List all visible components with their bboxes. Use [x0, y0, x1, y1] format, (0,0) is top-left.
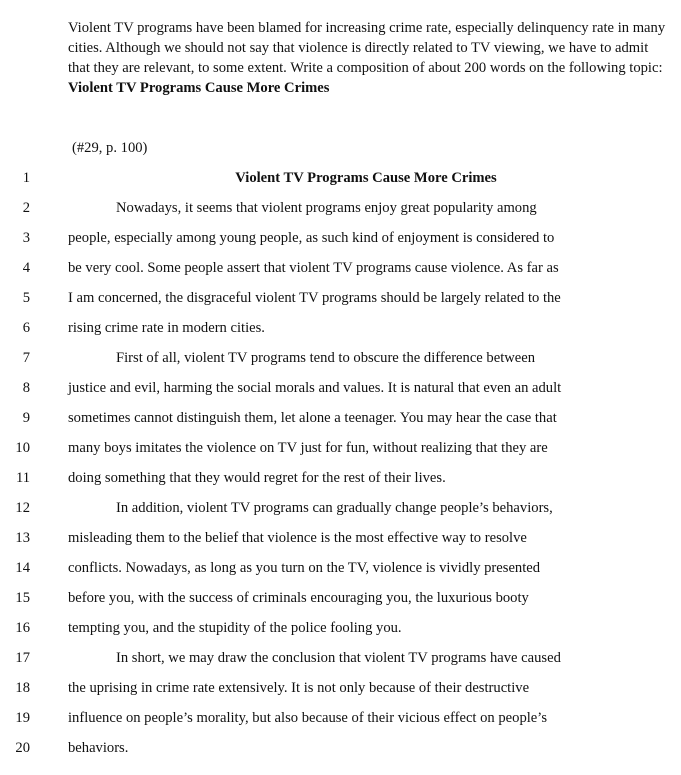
line-number: 1	[22, 170, 30, 186]
line-text: I am concerned, the disgraceful violent TV programs should be largely related to the	[68, 290, 561, 306]
essay-line	[0, 613, 681, 643]
line-number: 18	[15, 680, 30, 696]
essay-line	[0, 253, 681, 283]
line-number: 13	[15, 530, 30, 546]
essay-line	[0, 643, 681, 673]
essay-line	[0, 193, 681, 223]
line-text: Nowadays, it seems that violent programs enjoy great popularity among	[116, 200, 537, 216]
line-text: be very cool. Some people assert that violent TV programs cause violence. As far as	[68, 260, 559, 276]
prompt-text: Violent TV programs have been blamed for increasing crime rate, especially delinquency rate in many cities. Although we should not say that violence is directly related to TV viewing, we have to admit that they are relevant, to some extent. Write a composition of about 200 words on the following topic:	[68, 20, 666, 76]
line-number: 11	[15, 470, 30, 486]
essay-line	[0, 463, 681, 493]
line-number: 5	[22, 290, 30, 306]
line-text: justice and evil, harming the social morals and values. It is natural that even an adult	[68, 380, 562, 396]
line-number: 6	[22, 320, 30, 336]
line-number: 9	[22, 410, 30, 426]
line-number: 20	[15, 740, 30, 756]
essay-line	[0, 163, 681, 193]
essay-line	[0, 553, 681, 583]
line-text: sometimes cannot distinguish them, let alone a teenager. You may hear the case that	[68, 410, 557, 426]
line-number: 14	[15, 560, 30, 576]
line-text: people, especially among young people, as such kind of enjoyment is considered to	[68, 230, 555, 246]
essay-line	[0, 343, 681, 373]
essay-title: Violent TV Programs Cause More Crimes	[235, 170, 497, 186]
line-number: 16	[15, 620, 30, 636]
essay-line	[0, 583, 681, 613]
line-text: influence on people’s morality, but also because of their vicious effect on people’s	[68, 710, 548, 726]
line-number: 19	[15, 710, 30, 726]
line-text: many boys imitates the violence on TV just for fun, without realizing that they are	[68, 440, 548, 456]
line-text: In short, we may draw the conclusion that violent TV programs have caused	[116, 650, 561, 666]
line-number: 3	[22, 230, 30, 246]
line-text: the uprising in crime rate extensively. It is not only because of their destructive	[68, 680, 530, 696]
prompt-topic: Violent TV Programs Cause More Crimes	[68, 80, 330, 96]
essay-line	[0, 673, 681, 703]
essay-body	[0, 163, 681, 763]
essay-line	[0, 223, 681, 253]
writing-prompt	[68, 18, 668, 98]
source-reference: (#29, p. 100)	[72, 140, 148, 156]
essay-line	[0, 523, 681, 553]
line-number: 4	[22, 260, 30, 276]
essay-line	[0, 733, 681, 763]
line-text: misleading them to the belief that violence is the most effective way to resolve	[68, 530, 527, 546]
line-text: conflicts. Nowadays, as long as you turn on the TV, violence is vividly presented	[68, 560, 541, 576]
line-text: before you, with the success of criminals encouraging you, the luxurious booty	[68, 590, 529, 606]
line-text: In addition, violent TV programs can gradually change people’s behaviors,	[116, 500, 553, 516]
line-number: 17	[15, 650, 30, 666]
essay-line	[0, 403, 681, 433]
line-text: behaviors.	[68, 740, 129, 756]
line-text: First of all, violent TV programs tend to obscure the difference between	[116, 350, 536, 366]
line-number: 2	[22, 200, 30, 216]
line-number: 8	[22, 380, 30, 396]
essay-line	[0, 313, 681, 343]
line-number: 10	[15, 440, 30, 456]
line-text: tempting you, and the stupidity of the police fooling you.	[68, 620, 402, 636]
essay-line	[0, 493, 681, 523]
line-number: 12	[15, 500, 30, 516]
line-text: doing something that they would regret for the rest of their lives.	[68, 470, 446, 486]
line-text: rising crime rate in modern cities.	[68, 320, 265, 336]
essay-line	[0, 703, 681, 733]
essay-line	[0, 373, 681, 403]
line-number: 7	[22, 350, 30, 366]
essay-line	[0, 433, 681, 463]
line-number: 15	[15, 590, 30, 606]
essay-line	[0, 283, 681, 313]
